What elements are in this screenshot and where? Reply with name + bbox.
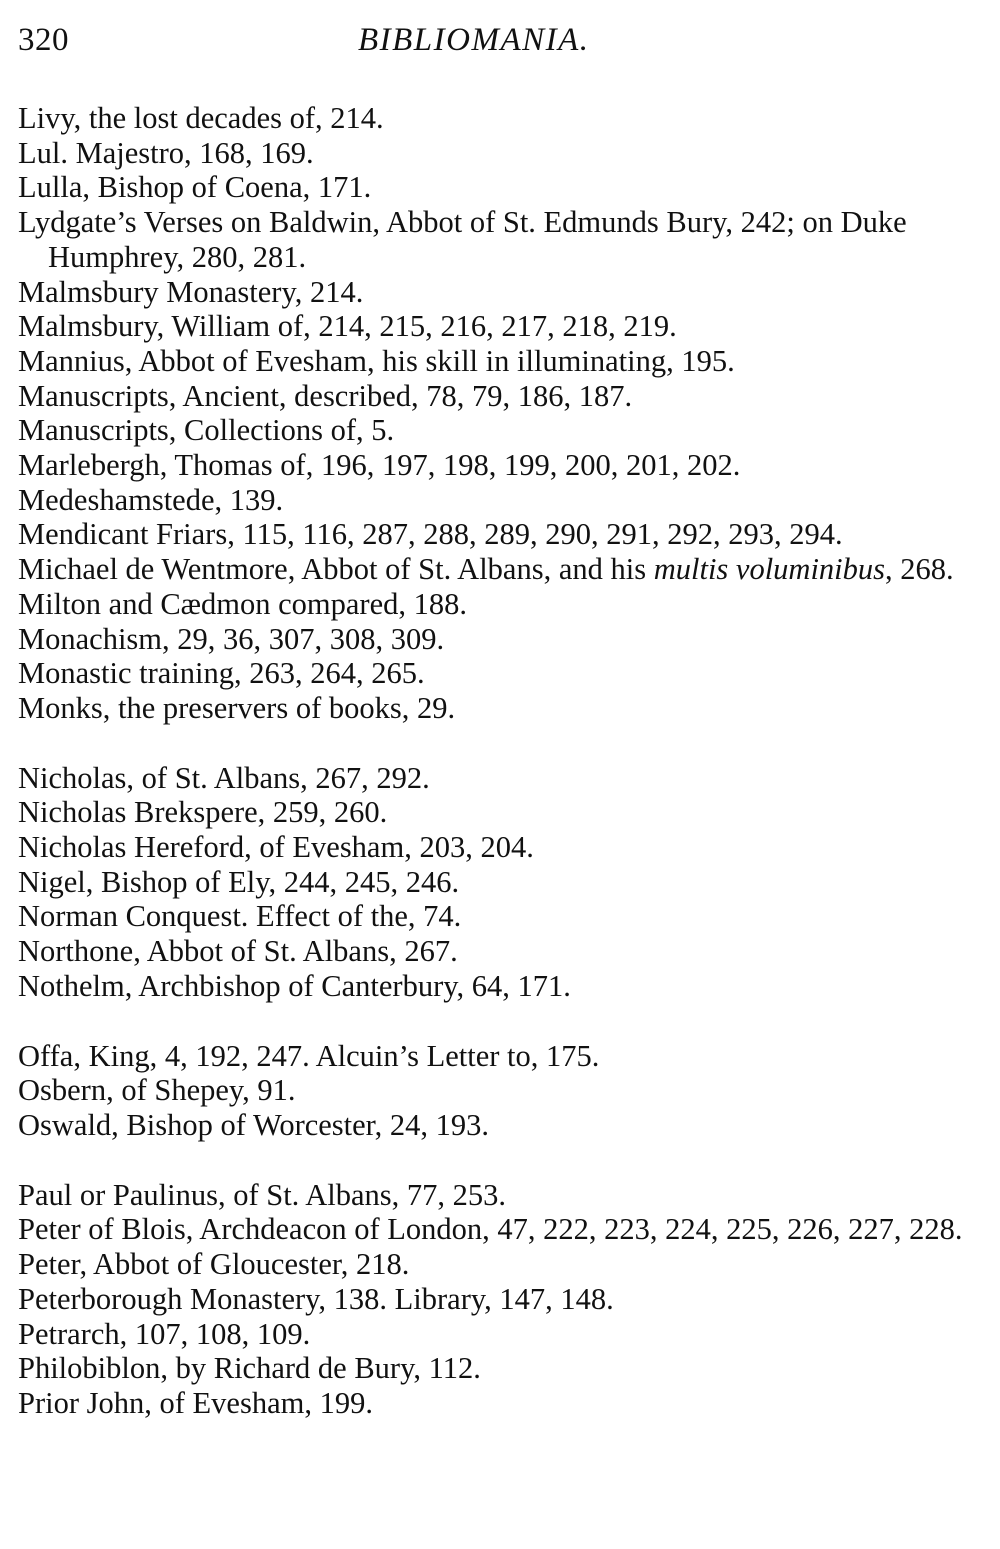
index-entry: Livy, the lost decades of, 214. (18, 101, 384, 135)
index-group-n (18, 761, 982, 1004)
index-entry: Monastic training, 263, 264, 265. (18, 656, 425, 691)
page-header (18, 18, 982, 70)
page-number: 320 (18, 22, 69, 58)
index-entry: Marlebergh, Thomas of, 196, 197, 198, 199, 200, 201, 202. (18, 448, 741, 483)
index-entry-italic: multis voluminibus (653, 552, 886, 587)
index-entry: Mendicant Friars, 115, 116, 287, 288, 289, 290, 291, 292, 293, 294. (18, 517, 843, 552)
index-entry (18, 552, 982, 587)
index-entry: Offa, King, 4, 192, 247. Alcuin’s Letter to, 175. (18, 1038, 600, 1073)
index-entry: Oswald, Bishop of Worcester, 24, 193. (18, 1107, 489, 1142)
running-title: BIBLIOMANIA. (358, 22, 590, 58)
index-entry: Peterborough Monastery, 138. Library, 147, 148. (18, 1281, 614, 1316)
index-entry: Monks, the preservers of books, 29. (18, 690, 456, 725)
index-entry: Nothelm, Archbishop of Canterbury, 64, 171. (18, 968, 571, 1003)
index-entry: Nigel, Bishop of Ely, 244, 245, 246. (18, 864, 460, 899)
index-entry: Norman Conquest. Effect of the, 74. (18, 899, 462, 934)
index-entry: Medeshamstede, 139. (18, 482, 284, 517)
index-entry: Manuscripts, Ancient, described, 78, 79, 186, 187. (18, 378, 633, 413)
index-entry: Lulla, Bishop of Coena, 171. (18, 170, 372, 205)
index-entry: Nicholas Hereford, of Evesham, 203, 204. (18, 830, 534, 865)
index-entry: Osbern, of Shepey, 91. (18, 1073, 296, 1108)
index-list (18, 101, 982, 1421)
index-entry: Monachism, 29, 36, 307, 308, 309. (18, 621, 445, 656)
index-group-o (18, 1039, 982, 1143)
index-entry: Philobiblon, by Richard de Bury, 112. (18, 1351, 481, 1386)
index-entry: Mannius, Abbot of Evesham, his skill in illuminating, 195. (18, 343, 735, 378)
index-entry: Nicholas, of St. Albans, 267, 292. (18, 760, 430, 795)
index-entry: Malmsbury, William of, 214, 215, 216, 217, 218, 219. (18, 309, 677, 344)
index-entry: Lydgate’s Verses on Baldwin, Abbot of St. Edmunds Bury, 242; on Duke Humphrey, 280, 281. (18, 205, 907, 274)
index-entry: Peter, Abbot of Gloucester, 218. (18, 1247, 410, 1282)
index-entry-tail: , 268. (885, 552, 954, 587)
index-entry: Paul or Paulinus, of St. Albans, 77, 253. (18, 1177, 507, 1212)
index-entry: Malmsbury Monastery, 214. (18, 274, 364, 309)
index-entry-text: Michael de Wentmore, Abbot of St. Albans, and his (18, 552, 654, 587)
index-entry: Northone, Abbot of St. Albans, 267. (18, 934, 458, 969)
index-entry: Prior John, of Evesham, 199. (18, 1385, 373, 1420)
index-entry: Milton and Cædmon compared, 188. (18, 586, 467, 621)
index-entry: Nicholas Brekspere, 259, 260. (18, 795, 388, 830)
index-page (18, 18, 982, 1421)
index-entry: Peter of Blois, Archdeacon of London, 47, 222, 223, 224, 225, 226, 227, 228. (18, 1212, 963, 1247)
index-entry: Lul. Majestro, 168, 169. (18, 135, 314, 170)
index-entry: Petrarch, 107, 108, 109. (18, 1316, 311, 1351)
index-group-m (18, 101, 982, 726)
index-group-p (18, 1178, 982, 1421)
index-entry: Manuscripts, Collections of, 5. (18, 413, 395, 448)
